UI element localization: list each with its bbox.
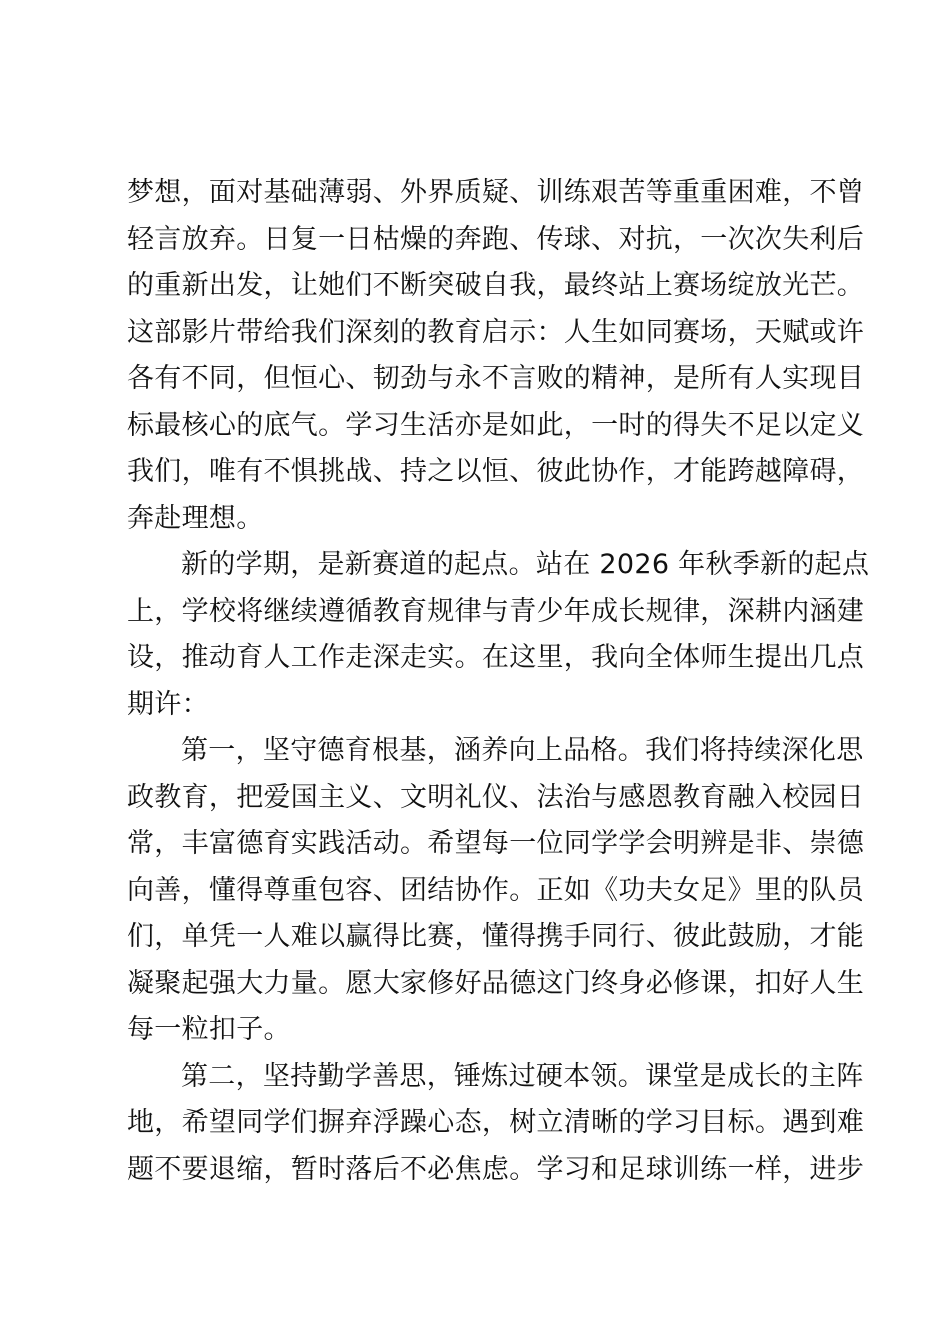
paragraph-4 (127, 1054, 865, 1194)
text-line: 常，丰富德育实践活动。希望每一位同学学会明辨是非、崇德 (127, 828, 865, 859)
text-line: 上，学校将继续遵循教育规律与青少年成长规律，深耕内涵建 (127, 595, 865, 627)
text-line: 第二，坚持勤学善思，锤炼过硬本领。课堂是成长的主阵 (181, 1060, 864, 1092)
text-line: 设，推动育人工作走深走实。在这里，我向全体师生提出几点 (127, 642, 865, 673)
text-line: 期许： (127, 688, 209, 720)
text-line: 奔赴理想。 (127, 502, 264, 534)
text-line: 题不要退缩，暂时落后不必焦虑。学习和足球训练一样，进步 (127, 1153, 865, 1185)
text-line: 梦想，面对基础薄弱、外界质疑、训练艰苦等重重困难，不曾 (127, 177, 865, 208)
text-line: 各有不同，但恒心、韧劲与永不言败的精神，是所有人实现目 (127, 363, 865, 394)
text-line: 的重新出发，让她们不断突破自我，最终站上赛场绽放光芒。 (127, 270, 865, 301)
paragraph-3 (127, 728, 865, 1054)
text-line: 标最核心的底气。学习生活亦是如此，一时的得失不足以定义 (127, 409, 865, 441)
text-line: 新的学期，是新赛道的起点。站在 2026 年秋季新的起点 (181, 549, 870, 580)
paragraph-2 (127, 542, 870, 728)
text-line: 每一粒扣子。 (127, 1014, 291, 1045)
text-line: 政教育，把爱国主义、文明礼仪、法治与感恩教育融入校园日 (127, 781, 865, 813)
text-line: 第一，坚守德育根基，涵养向上品格。我们将持续深化思 (181, 735, 864, 766)
text-line: 地，希望同学们摒弃浮躁心态，树立清晰的学习目标。遇到难 (127, 1107, 865, 1138)
text-line: 向善，懂得尊重包容、团结协作。正如《功夫女足》里的队员 (127, 874, 865, 906)
paragraph-1 (127, 170, 865, 542)
text-line: 我们，唯有不惧挑战、持之以恒、彼此协作，才能跨越障碍， (127, 456, 865, 487)
text-line: 轻言放弃。日复一日枯燥的奔跑、传球、对抗，一次次失利后 (127, 223, 865, 255)
text-line: 凝聚起强大力量。愿大家修好品德这门终身必修课，扣好人生 (127, 967, 865, 999)
text-line: 这部影片带给我们深刻的教育启示：人生如同赛场，天赋或许 (127, 316, 865, 348)
text-line: 们，单凭一人难以赢得比赛，懂得携手同行、彼此鼓励，才能 (127, 921, 865, 952)
body-text (127, 170, 870, 1193)
